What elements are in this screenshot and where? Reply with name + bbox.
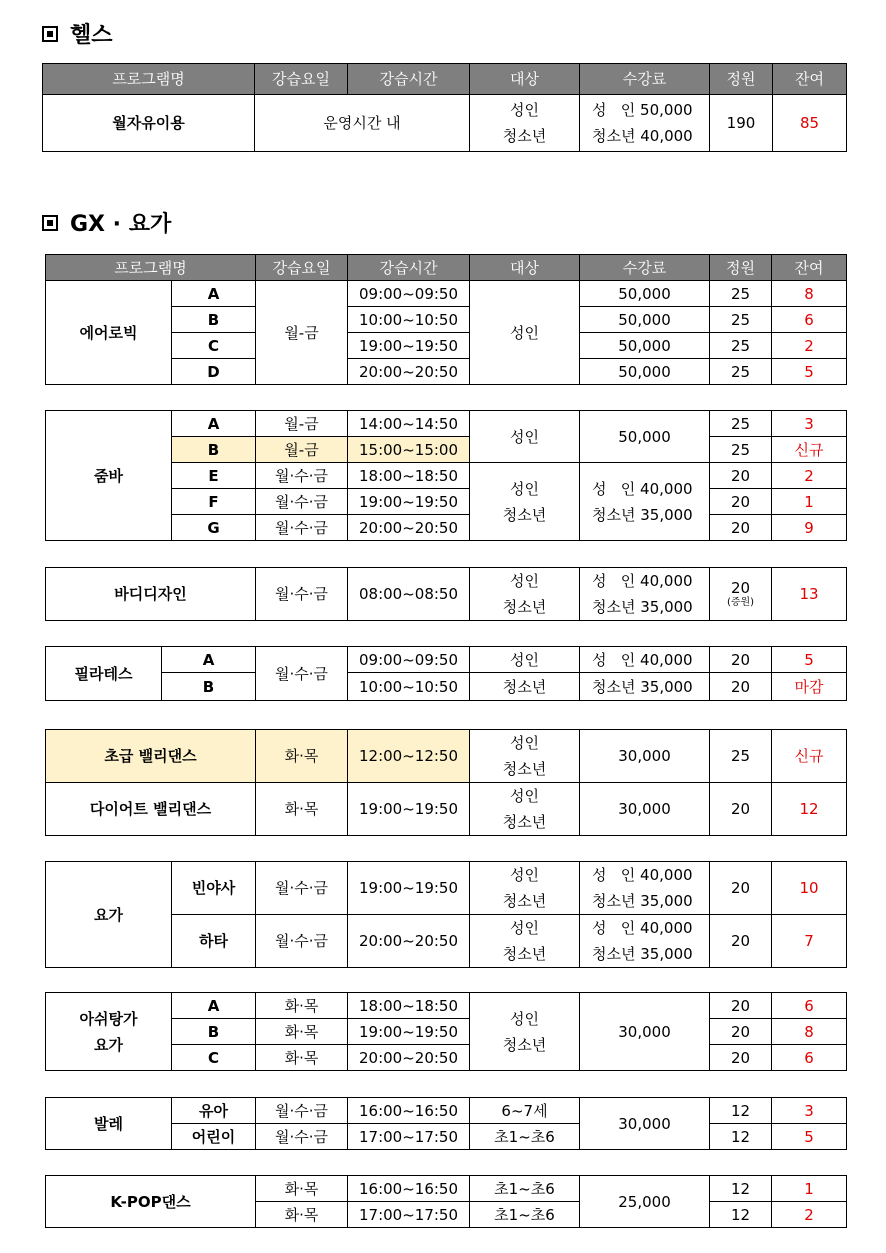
capacity: 20 bbox=[710, 1045, 772, 1071]
yoga-table bbox=[45, 861, 847, 968]
square-bullet-icon bbox=[42, 215, 58, 231]
time: 10:00~10:50 bbox=[348, 673, 470, 701]
time: 16:00~16:50 bbox=[348, 1176, 470, 1202]
class-label: G bbox=[172, 515, 256, 541]
capacity: 20 bbox=[710, 515, 772, 541]
remaining: 5 bbox=[772, 1124, 847, 1150]
capacity: 20 bbox=[710, 673, 772, 701]
target-line: 청소년 bbox=[502, 1035, 547, 1054]
section-title-health bbox=[42, 18, 113, 49]
days: 월·수·금 bbox=[256, 862, 348, 915]
target-line: 청소년 bbox=[502, 127, 547, 145]
target: 6~7세 bbox=[470, 1098, 580, 1124]
days: 월·수·금 bbox=[256, 463, 348, 489]
fee: 30,000 bbox=[580, 1098, 710, 1150]
capacity: 190 bbox=[710, 95, 773, 152]
target-line: 성인 bbox=[510, 734, 539, 752]
fee-line: 성 인 40,000 bbox=[592, 479, 693, 498]
fee: 50,000 bbox=[580, 411, 710, 463]
table-row bbox=[46, 862, 847, 915]
fee-line: 청소년 35,000 bbox=[592, 892, 693, 910]
target: 성인 bbox=[470, 281, 580, 385]
capacity: 20 bbox=[710, 1019, 772, 1045]
program-name: 월자유이용 bbox=[43, 95, 255, 152]
days: 월·수·금 bbox=[256, 489, 348, 515]
table-row bbox=[46, 568, 847, 621]
class-label: B bbox=[172, 1019, 256, 1045]
capacity: 25 bbox=[710, 333, 772, 359]
capacity: 25 bbox=[710, 730, 772, 783]
target bbox=[470, 730, 580, 783]
header-fee: 수강료 bbox=[580, 64, 710, 95]
section-title-health-text: 헬스 bbox=[70, 23, 113, 48]
target-line: 성인 bbox=[510, 787, 539, 805]
capacity: 25 bbox=[710, 437, 772, 463]
fee bbox=[580, 568, 710, 621]
target-line: 성인 bbox=[510, 1009, 539, 1028]
header-fee: 수강료 bbox=[580, 255, 710, 281]
remaining: 5 bbox=[772, 647, 847, 673]
time: 09:00~09:50 bbox=[348, 281, 470, 307]
fee: 50,000 bbox=[580, 359, 710, 385]
target-line: 성인 bbox=[510, 479, 539, 498]
time: 19:00~19:50 bbox=[348, 1019, 470, 1045]
pilates-table bbox=[45, 646, 847, 701]
program-name: 에어로빅 bbox=[46, 281, 172, 385]
days: 월·수·금 bbox=[256, 568, 348, 621]
class-label: B bbox=[162, 673, 256, 701]
program-name: 다이어트 밸리댄스 bbox=[46, 783, 256, 836]
capacity: 20 bbox=[710, 862, 772, 915]
target bbox=[470, 463, 580, 541]
remaining: 2 bbox=[772, 333, 847, 359]
belly-table bbox=[45, 729, 847, 836]
header-days: 강습요일 bbox=[255, 64, 348, 95]
remaining: 7 bbox=[772, 915, 847, 968]
target-line: 청소년 bbox=[502, 945, 547, 963]
table-row bbox=[43, 95, 847, 152]
days: 월-금 bbox=[256, 437, 348, 463]
fee-line: 청소년 40,000 bbox=[592, 127, 693, 145]
fee bbox=[580, 463, 710, 541]
time: 20:00~20:50 bbox=[348, 915, 470, 968]
class-label: F bbox=[172, 489, 256, 515]
capacity: 20 bbox=[710, 647, 772, 673]
table-row bbox=[46, 993, 847, 1019]
capacity: 25 bbox=[710, 411, 772, 437]
header-target: 대상 bbox=[470, 64, 580, 95]
capacity bbox=[710, 568, 772, 621]
days: 화·목 bbox=[256, 1045, 348, 1071]
fee-line: 성 인 40,000 bbox=[592, 572, 693, 590]
time: 17:00~17:50 bbox=[348, 1202, 470, 1228]
class-label: A bbox=[172, 281, 256, 307]
remaining: 3 bbox=[772, 411, 847, 437]
fee-line: 청소년 35,000 bbox=[592, 945, 693, 963]
capacity: 12 bbox=[710, 1098, 772, 1124]
program-name: K-POP댄스 bbox=[46, 1176, 256, 1228]
time: 09:00~09:50 bbox=[348, 647, 470, 673]
fee: 25,000 bbox=[580, 1176, 710, 1228]
capacity-note: (증원) bbox=[726, 597, 755, 608]
time: 18:00~18:50 bbox=[348, 463, 470, 489]
remaining: 8 bbox=[772, 281, 847, 307]
time: 12:00~12:50 bbox=[348, 730, 470, 783]
header-capacity: 정원 bbox=[710, 255, 772, 281]
zumba-table bbox=[45, 410, 847, 541]
target bbox=[470, 95, 580, 152]
fee-line: 성 인 40,000 bbox=[592, 919, 693, 937]
target: 초1~초6 bbox=[470, 1202, 580, 1228]
table-row bbox=[46, 281, 847, 307]
class-label: B bbox=[172, 307, 256, 333]
time: 20:00~20:50 bbox=[348, 359, 470, 385]
target: 청소년 bbox=[470, 673, 580, 701]
fee: 50,000 bbox=[580, 333, 710, 359]
kpop-table bbox=[45, 1175, 847, 1228]
class-label: C bbox=[172, 1045, 256, 1071]
target: 성인 bbox=[470, 647, 580, 673]
remaining: 10 bbox=[772, 862, 847, 915]
header-program: 프로그램명 bbox=[46, 255, 256, 281]
target-line: 성인 bbox=[510, 919, 539, 937]
program-name: 필라테스 bbox=[46, 647, 162, 701]
target bbox=[470, 862, 580, 915]
square-bullet-icon bbox=[42, 26, 58, 42]
fee: 30,000 bbox=[580, 730, 710, 783]
gx-header-row bbox=[46, 255, 847, 281]
class-label: C bbox=[172, 333, 256, 359]
program-name bbox=[46, 993, 172, 1071]
fee-line: 청소년 35,000 bbox=[592, 598, 693, 616]
fee: 50,000 bbox=[580, 307, 710, 333]
header-remaining: 잔여 bbox=[772, 255, 847, 281]
fee-line: 성 인 50,000 bbox=[592, 101, 693, 119]
program-name: 요가 bbox=[46, 862, 172, 968]
days: 화·목 bbox=[256, 1202, 348, 1228]
fee-line: 성 인 40,000 bbox=[592, 866, 693, 884]
remaining: 13 bbox=[772, 568, 847, 621]
header-program: 프로그램명 bbox=[43, 64, 255, 95]
header-target: 대상 bbox=[470, 255, 580, 281]
target-line: 청소년 bbox=[502, 892, 547, 910]
fee bbox=[580, 95, 710, 152]
class-label: B bbox=[172, 437, 256, 463]
target-line: 청소년 bbox=[502, 505, 547, 524]
capacity: 25 bbox=[710, 359, 772, 385]
target-line: 청소년 bbox=[502, 813, 547, 831]
remaining: 3 bbox=[772, 1098, 847, 1124]
section-title-gx bbox=[42, 207, 171, 238]
target-line: 성인 bbox=[510, 572, 539, 590]
schedule: 운영시간 내 bbox=[255, 95, 470, 152]
remaining: 마감 bbox=[772, 673, 847, 701]
fee: 30,000 bbox=[580, 783, 710, 836]
table-row bbox=[46, 411, 847, 437]
program-name: 발레 bbox=[46, 1098, 172, 1150]
header-time: 강습시간 bbox=[348, 64, 470, 95]
fee: 성 인 40,000 bbox=[580, 647, 710, 673]
remaining: 2 bbox=[772, 1202, 847, 1228]
ashtanga-table bbox=[45, 992, 847, 1071]
remaining: 6 bbox=[772, 993, 847, 1019]
time: 19:00~19:50 bbox=[348, 333, 470, 359]
days: 화·목 bbox=[256, 993, 348, 1019]
health-table bbox=[42, 63, 847, 152]
days: 월-금 bbox=[256, 281, 348, 385]
time: 08:00~08:50 bbox=[348, 568, 470, 621]
class-label: D bbox=[172, 359, 256, 385]
days: 월·수·금 bbox=[256, 515, 348, 541]
time: 17:00~17:50 bbox=[348, 1124, 470, 1150]
remaining: 2 bbox=[772, 463, 847, 489]
days: 화·목 bbox=[256, 730, 348, 783]
table-row bbox=[46, 1098, 847, 1124]
program-name-line: 요가 bbox=[94, 1035, 123, 1054]
capacity: 20 bbox=[710, 489, 772, 515]
class-label: 유아 bbox=[172, 1098, 256, 1124]
fee bbox=[580, 862, 710, 915]
header-time: 강습시간 bbox=[348, 255, 470, 281]
days: 월·수·금 bbox=[256, 915, 348, 968]
remaining: 신규 bbox=[772, 730, 847, 783]
capacity: 12 bbox=[710, 1124, 772, 1150]
class-label: 빈야사 bbox=[172, 862, 256, 915]
capacity: 25 bbox=[710, 281, 772, 307]
capacity: 12 bbox=[710, 1176, 772, 1202]
class-label: 어린이 bbox=[172, 1124, 256, 1150]
time: 10:00~10:50 bbox=[348, 307, 470, 333]
time: 20:00~20:50 bbox=[348, 515, 470, 541]
ballet-table bbox=[45, 1097, 847, 1150]
aerobic-table bbox=[45, 254, 847, 385]
capacity: 12 bbox=[710, 1202, 772, 1228]
target bbox=[470, 915, 580, 968]
remaining: 9 bbox=[772, 515, 847, 541]
target-line: 성인 bbox=[510, 866, 539, 884]
time: 20:00~20:50 bbox=[348, 1045, 470, 1071]
class-label: A bbox=[162, 647, 256, 673]
target: 초1~초6 bbox=[470, 1124, 580, 1150]
capacity: 20 bbox=[710, 915, 772, 968]
remaining: 1 bbox=[772, 489, 847, 515]
days: 화·목 bbox=[256, 1176, 348, 1202]
capacity: 20 bbox=[710, 463, 772, 489]
remaining: 12 bbox=[772, 783, 847, 836]
class-label: A bbox=[172, 993, 256, 1019]
program-name: 초급 밸리댄스 bbox=[46, 730, 256, 783]
table-row bbox=[46, 647, 847, 673]
health-header-row bbox=[43, 64, 847, 95]
class-label: 하타 bbox=[172, 915, 256, 968]
bodydesign-table bbox=[45, 567, 847, 621]
remaining: 5 bbox=[772, 359, 847, 385]
capacity-value: 20 bbox=[730, 579, 751, 597]
days: 화·목 bbox=[256, 1019, 348, 1045]
target: 초1~초6 bbox=[470, 1176, 580, 1202]
header-capacity: 정원 bbox=[710, 64, 773, 95]
time: 15:00~15:00 bbox=[348, 437, 470, 463]
remaining: 신규 bbox=[772, 437, 847, 463]
capacity: 25 bbox=[710, 307, 772, 333]
days: 월·수·금 bbox=[256, 1124, 348, 1150]
days: 월-금 bbox=[256, 411, 348, 437]
table-row bbox=[46, 1176, 847, 1202]
fee-line: 청소년 35,000 bbox=[592, 505, 693, 524]
days: 월·수·금 bbox=[256, 1098, 348, 1124]
fee: 50,000 bbox=[580, 281, 710, 307]
program-name: 바디디자인 bbox=[46, 568, 256, 621]
time: 16:00~16:50 bbox=[348, 1098, 470, 1124]
target-line: 청소년 bbox=[502, 760, 547, 778]
header-days: 강습요일 bbox=[256, 255, 348, 281]
time: 19:00~19:50 bbox=[348, 489, 470, 515]
target: 성인 bbox=[470, 411, 580, 463]
fee: 30,000 bbox=[580, 993, 710, 1071]
remaining: 6 bbox=[772, 1045, 847, 1071]
time: 14:00~14:50 bbox=[348, 411, 470, 437]
target-line: 청소년 bbox=[502, 598, 547, 616]
time: 19:00~19:50 bbox=[348, 862, 470, 915]
section-title-gx-text: GX · 요가 bbox=[70, 212, 172, 237]
remaining: 6 bbox=[772, 307, 847, 333]
time: 19:00~19:50 bbox=[348, 783, 470, 836]
target bbox=[470, 783, 580, 836]
class-label: A bbox=[172, 411, 256, 437]
target bbox=[470, 568, 580, 621]
capacity: 20 bbox=[710, 993, 772, 1019]
time: 18:00~18:50 bbox=[348, 993, 470, 1019]
days: 월·수·금 bbox=[256, 647, 348, 701]
table-row bbox=[46, 673, 847, 701]
program-name: 줌바 bbox=[46, 411, 172, 541]
program-name-line: 아쉬탕가 bbox=[79, 1009, 138, 1028]
header-remaining: 잔여 bbox=[773, 64, 847, 95]
remaining: 1 bbox=[772, 1176, 847, 1202]
capacity: 20 bbox=[710, 783, 772, 836]
target bbox=[470, 993, 580, 1071]
table-row bbox=[46, 730, 847, 783]
target-line: 성인 bbox=[510, 101, 539, 119]
remaining: 85 bbox=[773, 95, 847, 152]
remaining: 8 bbox=[772, 1019, 847, 1045]
days: 화·목 bbox=[256, 783, 348, 836]
fee bbox=[580, 915, 710, 968]
table-row bbox=[46, 783, 847, 836]
fee: 청소년 35,000 bbox=[580, 673, 710, 701]
class-label: E bbox=[172, 463, 256, 489]
